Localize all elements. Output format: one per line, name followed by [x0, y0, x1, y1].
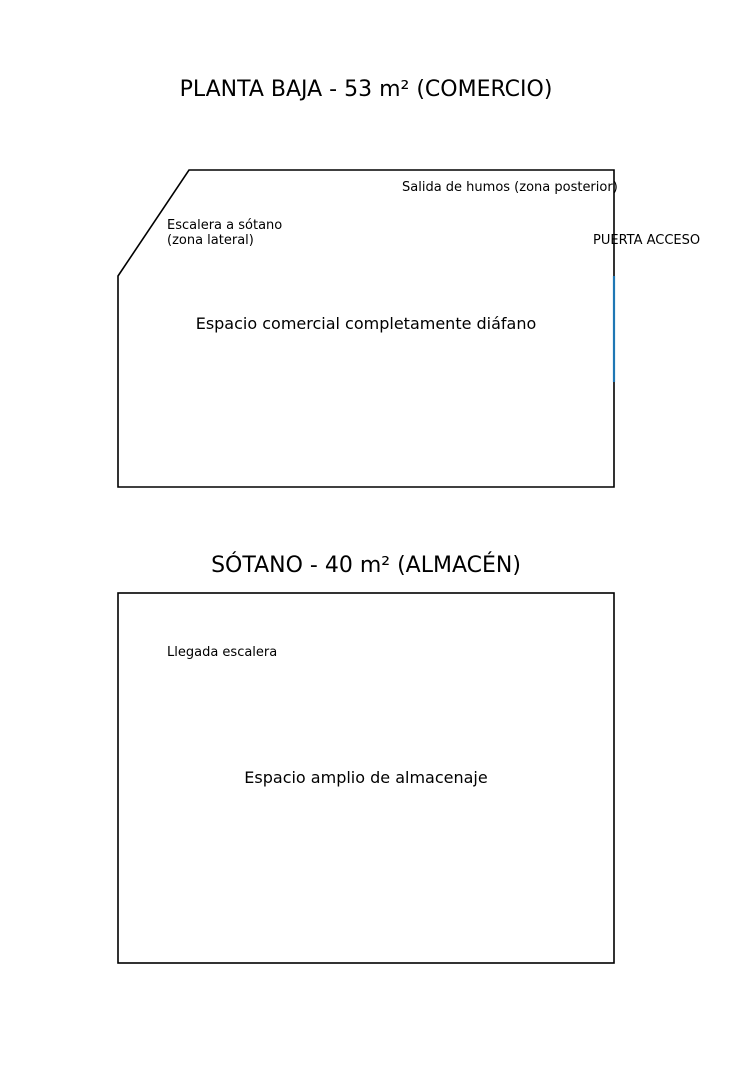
stair-label-line-1: Escalera a sótano	[167, 218, 283, 233]
storage-space-label: Espacio amplio de almacenaje	[244, 768, 488, 787]
stair-arrival-label: Llegada escalera	[167, 645, 278, 660]
stair-label-line-2: (zona lateral)	[167, 233, 254, 248]
access-door-label: PUERTA ACCESO	[593, 233, 701, 248]
commercial-space-label: Espacio comercial completamente diáfano	[195, 314, 537, 333]
basement-title: SÓTANO - 40 m² (ALMACÉN)	[211, 553, 521, 578]
smoke-outlet-label: Salida de humos (zona posterior)	[402, 180, 618, 195]
ground-floor-title: PLANTA BAJA - 53 m² (COMERCIO)	[179, 77, 553, 102]
